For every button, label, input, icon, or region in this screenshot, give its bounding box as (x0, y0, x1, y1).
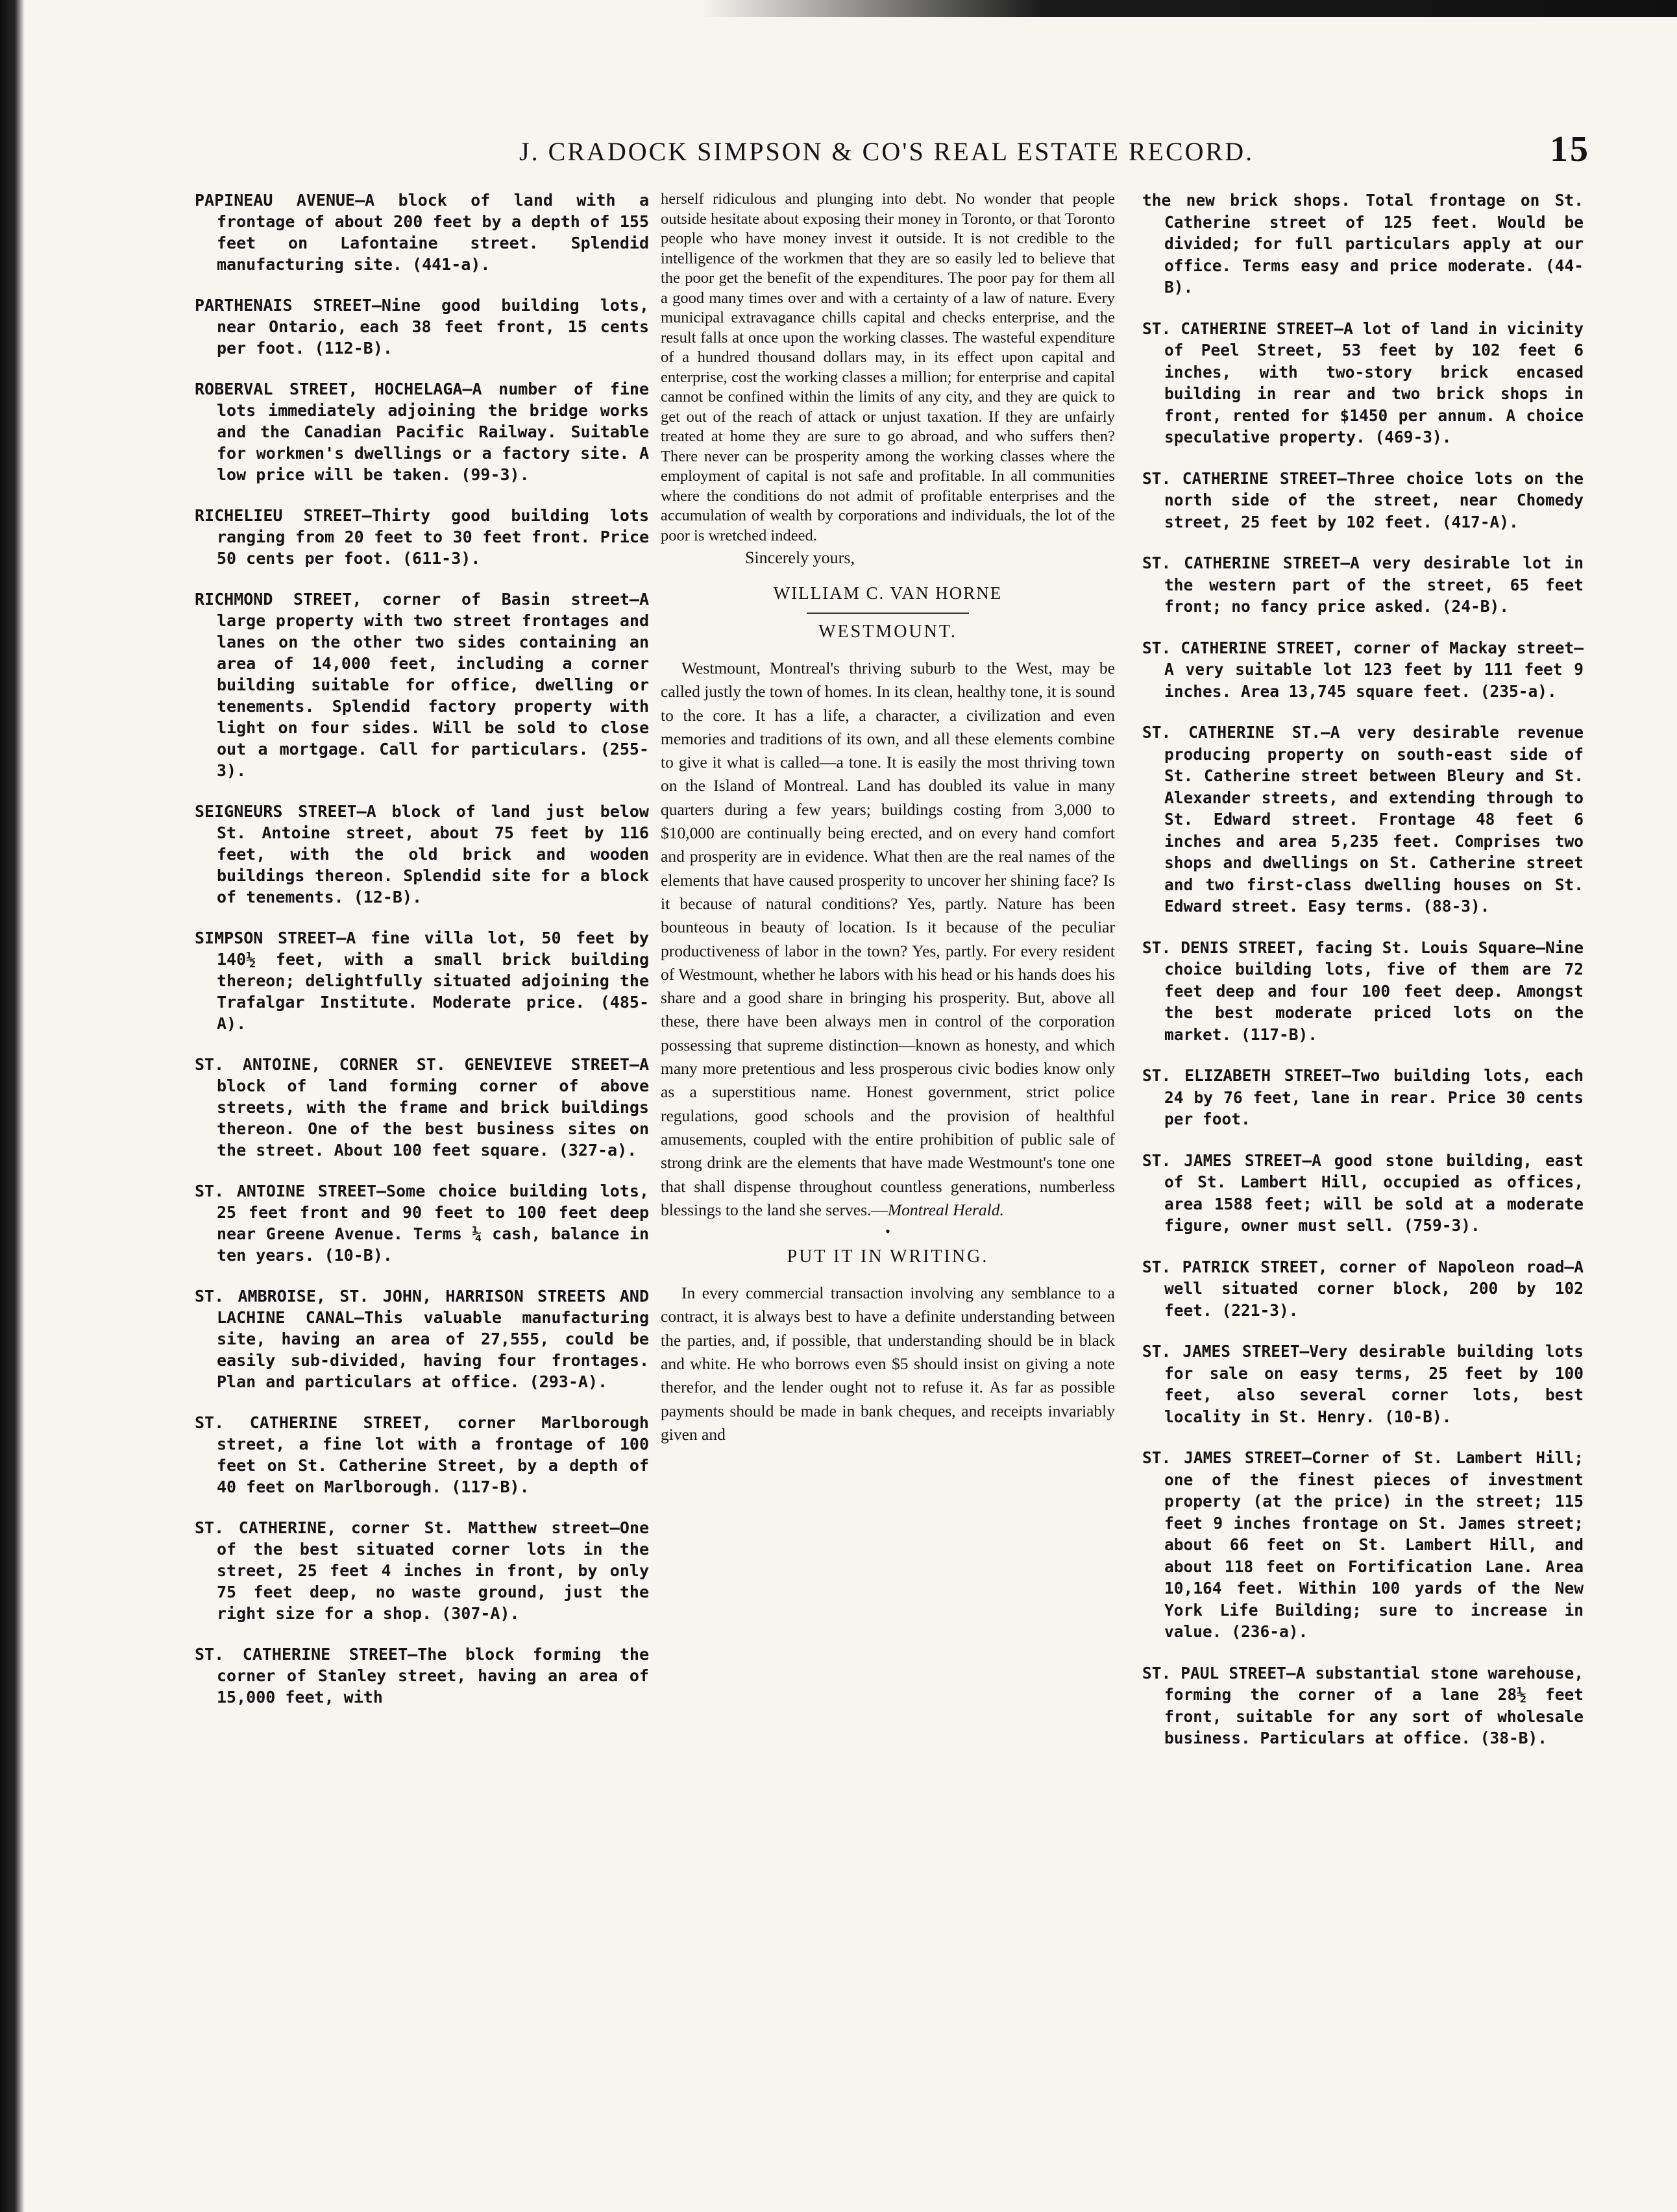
listing-continued: the new brick shops. Total frontage on St. Catherine street of 125 feet. Would be divided; for full particulars apply at our office. Terms easy and price moderate. (44-B). (1142, 191, 1584, 297)
page-number: 15 (1550, 129, 1590, 169)
column-3-listings (1142, 189, 1584, 1769)
westmount-heading: WESTMOUNT. (818, 622, 957, 642)
column-1-listings (195, 189, 649, 1727)
listing: ST. CATHERINE STREET—Three choice lots on the north side of the street, near Chomedy street, 25 feet by 102 feet. (417-A). (1142, 468, 1584, 531)
section-ornament: • (885, 1223, 890, 1240)
listing: ST. JAMES STREET—Corner of St. Lambert Hill; one of the finest pieces of investment property (at the price) in the street; 115 feet 9 inches frontage on St. James street; about 66 feet on St. Lambert Hill, and about 118 feet on Fortification Lane. Area 10,164 feet. Within 100 yards of the New York Life Building; sure to increase in value. (236-a). (1142, 1448, 1584, 1641)
listing: ST. CATHERINE STREET—A very desirable lot in the western part of the street, 65 feet front; no fancy price asked. (24-B). (1142, 553, 1584, 616)
listing: ST. CATHERINE STREET—The block forming the corner of Stanley street, having an area of 15,000 feet, with (195, 1645, 649, 1707)
listing: ST. JAMES STREET—Very desirable building lots for sale on easy terms, 25 feet by 100 feet, also several corner lots, best locality in St. Henry. (10-B). (1142, 1342, 1584, 1426)
listing: ST. PATRICK STREET, corner of Napoleon road—A well situated corner block, 200 by 102 feet. (221-3). (1142, 1257, 1584, 1320)
listing: ROBERVAL STREET, HOCHELAGA—A number of fine lots immediately adjoining the bridge works and the Canadian Pacific Railway. Suitable for workmen's dwellings or a factory site. A low price will be taken. (99-3). (195, 380, 649, 484)
page-header (519, 128, 1590, 174)
scan-left-edge (0, 0, 25, 2212)
divider-rule (807, 613, 969, 614)
listing: RICHELIEU STREET—Thirty good building lots ranging from 20 feet to 30 feet front. Price 50 cents per foot. (611-3). (195, 506, 649, 568)
listing: ST. ELIZABETH STREET—Two building lots, each 24 by 76 feet, lane in rear. Price 30 cents per foot. (1142, 1066, 1584, 1128)
westmount-text: Westmount, Montreal's thriving suburb to the West, may be called justly the town of homes. In its clean, healthy tone, it is sound to the core. It has a life, a character, a civilization and even memories and traditions of its own, and all these elements combine to give it what is called—a tone. It is easily the most thriving town on the Island of Montreal. Land has doubled its value in many quarters during a few years; buildings costing from 3,000 to $10,000 are continually being erected, and on every hand comfort and prosperity are in evidence. What then are the real names of the elements that have caused prosperity to uncover her shining face? Is it because of natural conditions? Yes, partly. Nature has been bounteous in beauty of location. Is it because of the peculiar productiveness of labor in the town? Yes, partly. For every resident of Westmount, whether he labors with his head or his hands does his share and a good share in bringing his prosperity. But, above all these, there have been always men in control of the corporation possessing that supreme distinction—known as honesty, and which many more pretentious and less prosperous civic bodies know only as a superstitious name. Honest government, strict police regulations, good schools and the provision of healthful amusements, coupled with the entire prohibition of public sale of strong drink are the elements that have made Westmount's tone one that shall dispense throughout countless generations, numberless blessings to the land she serves.— (661, 659, 1115, 1219)
writing-article: In every commercial transaction involving any semblance to a contract, it is always best to have a definite understanding between the parties, and, if possible, that understanding should be in black and white. He who borrows even $5 should insist on giving a note therefor, and the lender ought not to refuse it. As far as possible payments should be made in bank cheques, and receipts invariably given and (661, 1283, 1115, 1444)
listing: PARTHENAIS STREET—Nine good building lots, near Ontario, each 38 feet front, 15 cents per foot. (112-B). (195, 296, 649, 358)
listing: ST. CATHERINE STREET, corner Marlborough street, a fine lot with a frontage of 100 feet on St. Catherine Street, by a depth of 40 feet on Marlborough. (117-B). (195, 1413, 649, 1496)
listing: ST. ANTOINE STREET—Some choice building lots, 25 feet front and 90 feet to 100 feet deep near Greene Avenue. Terms ¼ cash, balance in ten years. (10-B). (195, 1182, 649, 1265)
listing: ST. JAMES STREET—A good stone building, east of St. Lambert Hill, occupied as offices, area 1588 feet; will be sold at a moderate figure, owner must sell. (759-3). (1142, 1150, 1584, 1235)
letter-signature: WILLIAM C. VAN HORNE (773, 583, 1003, 603)
listing: ST. CATHERINE, corner St. Matthew street—One of the best situated corner lots in the street, 25 feet 4 inches in front, by only 75 feet deep, no waste ground, just the right size for a shop. (307-A). (195, 1518, 649, 1623)
listing: ST. CATHERINE STREET—A lot of land in vicinity of Peel Street, 53 feet by 102 feet 6 inches, with two-story brick encased building in rear and two brick shops in front, rented for $1450 per annum. A choice speculative property. (469-3). (1142, 319, 1584, 446)
listing: ST. DENIS STREET, facing St. Louis Square—Nine choice building lots, five of them are 72 feet deep and four 100 feet deep. Amongst the best moderate priced lots on the market. (117-B). (1142, 938, 1584, 1044)
listing: SIMPSON STREET—A fine villa lot, 50 feet by 140½ feet, with a small brick building thereon; delightfully situated adjoining the Trafalgar Institute. Moderate price. (485-A). (195, 929, 649, 1033)
listing: ST. AMBROISE, ST. JOHN, HARRISON STREETS AND LACHINE CANAL—This valuable manufacturing site, having an area of 27,555, could be easily sub-divided, having four frontages. Plan and particulars at office. (293-A). (195, 1287, 649, 1391)
column-2-articles (661, 189, 1115, 1446)
listing: ST. ANTOINE, CORNER ST. GENEVIEVE STREET—A block of land forming corner of above streets, with the frame and brick buildings thereon. One of the best business sites on the street. About 100 feet square. (327-a). (195, 1055, 649, 1160)
westmount-citation: Montreal Herald. (887, 1200, 1004, 1219)
listing: ST. CATHERINE ST.—A very desirable revenue producing property on south-east side of St. Catherine street between Bleury and St. Alexander streets, and extending through to St. Edward street. Frontage 48 feet 6 inches and area 5,235 feet. Comprises two shops and dwellings on St. Catherine street and two first-class dwelling houses on St. Edward street. Easy terms. (88-3). (1142, 723, 1584, 916)
listing: RICHMOND STREET, corner of Basin street—A large property with two street frontages and lanes on the other two sides containing an area of 14,000 feet, including a corner building suitable for office, dwelling or tenements. Splendid factory property with light on four sides. Will be sold to close out a mortgage. Call for particulars. (255-3). (195, 590, 649, 780)
listing: ST. PAUL STREET—A substantial stone warehouse, forming the corner of a lane 28½ feet front, suitable for any sort of wholesale business. Particulars at office. (38-B). (1142, 1663, 1584, 1747)
westmount-article (661, 657, 1115, 1222)
listing: ST. CATHERINE STREET, corner of Mackay street—A very suitable lot 123 feet by 111 feet 9 inches. Area 13,745 square feet. (235-a). (1142, 638, 1584, 701)
listing: PAPINEAU AVENUE—A block of land with a frontage of about 200 feet by a depth of 155 feet on Lafontaine street. Splendid manufacturing site. (441-a). (195, 191, 649, 274)
writing-heading: PUT IT IN WRITING. (787, 1246, 989, 1267)
letter-body: herself ridiculous and plunging into debt. No wonder that people outside hesitate about exposing their money in Toronto, or that Toronto people who have money invest it outside. It is not credible to the intelligence of the workmen that they are so easily led to believe that the poor get the benefit of the expenditures. The poor pay for them all a good many times over and with a certainty of a law of nature. Every municipal extravagance chills capital and checks enterprise, and the result falls at once upon the working classes. The wasteful expenditure of a hundred thousand dollars may, in its effect upon capital and enterprise, cost the working classes a million; for enterprise and capital cannot be confined within the limits of any city, and they are quick to get out of the reach of attack or unjust taxation. If they are unfairly treated at home they are sure to go abroad, and who suffers then? There never can be prosperity among the working classes where the employment of capital is not safe and profitable. In all communities where the conditions do not admit of profitable enterprises and the accumulation of wealth by corporations and individuals, the lot of the poor is wretched indeed. (661, 190, 1115, 544)
listing: SEIGNEURS STREET—A block of land just below St. Antoine street, about 75 feet by 116 feet, with the old brick and wooden buildings thereon. Splendid site for a block of tenements. (12-B). (195, 802, 649, 906)
letter-signoff: Sincerely yours, (745, 548, 855, 567)
scan-top-edge (701, 0, 1677, 17)
running-title: J. CRADOCK SIMPSON & CO'S REAL ESTATE RECORD. (519, 137, 1255, 166)
